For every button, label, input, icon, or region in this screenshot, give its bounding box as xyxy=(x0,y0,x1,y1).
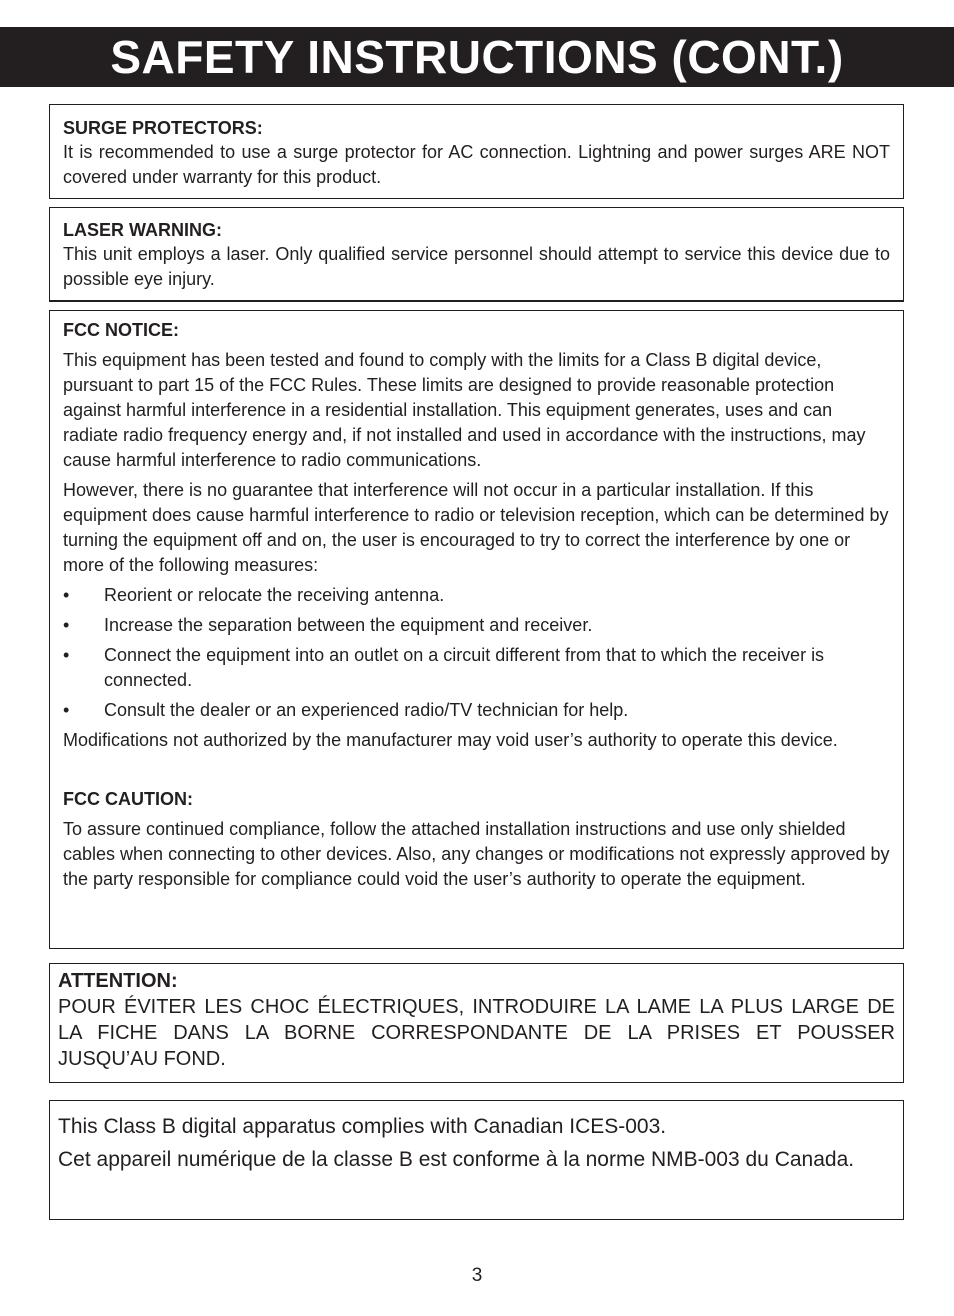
fcc-notice-heading: FCC NOTICE: xyxy=(63,320,179,340)
page-title: SAFETY INSTRUCTIONS (CONT.) xyxy=(0,27,954,87)
attention-text: POUR ÉVITER LES CHOC ÉLECTRIQUES, INTRODUIRE LA LAME LA PLUS LARGE DE LA FICHE DANS LA BORNE CORRESPONDANTE DE LA PRISES ET POUSSER JUSQU’AU FOND. xyxy=(58,996,895,1070)
surge-protectors-section xyxy=(49,104,904,199)
attention-heading: ATTENTION: xyxy=(58,970,178,992)
canada-english-text: This Class B digital apparatus complies with Canadian ICES-003. xyxy=(58,1115,667,1138)
fcc-section xyxy=(49,310,904,949)
laser-warning-text: This unit employs a laser. Only qualified service personnel should attempt to service this device due to possible eye injury. xyxy=(63,244,890,289)
fcc-caution-heading: FCC CAUTION: xyxy=(63,789,193,809)
canada-french-text: Cet appareil numérique de la classe B est conforme à la norme NMB-003 du Canada. xyxy=(58,1148,855,1171)
surge-protectors-heading: SURGE PROTECTORS: xyxy=(63,118,263,138)
bullet-icon: • xyxy=(63,615,70,635)
fcc-notice-paragraph: However, there is no guarantee that interference will not occur in a particular installation. If this equipment does cause harmful interference to radio or television reception, which can be determined by turning the equipment off and on, the user is encouraged to try to correct the interference by one or more of the following measures: xyxy=(63,480,889,575)
laser-warning-heading: LASER WARNING: xyxy=(63,220,222,240)
list-item xyxy=(63,613,890,638)
fcc-caution-text: To assure continued compliance, follow the attached installation instructions and use only shielded cables when connecting to other devices. Also, any changes or modifications not expressly approved by the party responsible for compliance could void the user’s authority to operate the equipment. xyxy=(63,819,890,889)
canada-compliance-section xyxy=(49,1100,904,1220)
list-item-text: Connect the equipment into an outlet on a circuit different from that to which the receiver is connected. xyxy=(104,645,825,690)
list-item xyxy=(63,643,890,693)
attention-section xyxy=(49,963,904,1083)
list-item xyxy=(63,583,890,608)
list-item-text: Reorient or relocate the receiving antenna. xyxy=(104,585,445,605)
fcc-notice-paragraph: This equipment has been tested and found to comply with the limits for a Class B digital device, pursuant to part 15 of the FCC Rules. These limits are designed to provide reasonable protection against harmful interference in a residential installation. This equipment generates, uses and can radiate radio frequency energy and, if not installed and used in accordance with the instructions, may cause harmful interference to radio communications. xyxy=(63,350,866,470)
surge-protectors-text: It is recommended to use a surge protector for AC connection. Lightning and power surges ARE NOT covered under warranty for this product. xyxy=(63,142,890,187)
page-number: 3 xyxy=(471,1265,483,1286)
list-item-text: Consult the dealer or an experienced radio/TV technician for help. xyxy=(104,700,629,720)
bullet-icon: • xyxy=(63,585,70,605)
fcc-notice-paragraph: Modifications not authorized by the manufacturer may void user’s authority to operate this device. xyxy=(63,730,838,750)
list-item xyxy=(63,698,890,723)
bullet-icon: • xyxy=(63,645,70,665)
bullet-icon: • xyxy=(63,700,70,720)
laser-warning-section xyxy=(49,207,904,302)
list-item-text: Increase the separation between the equipment and receiver. xyxy=(104,615,593,635)
fcc-measures-list xyxy=(63,583,890,723)
